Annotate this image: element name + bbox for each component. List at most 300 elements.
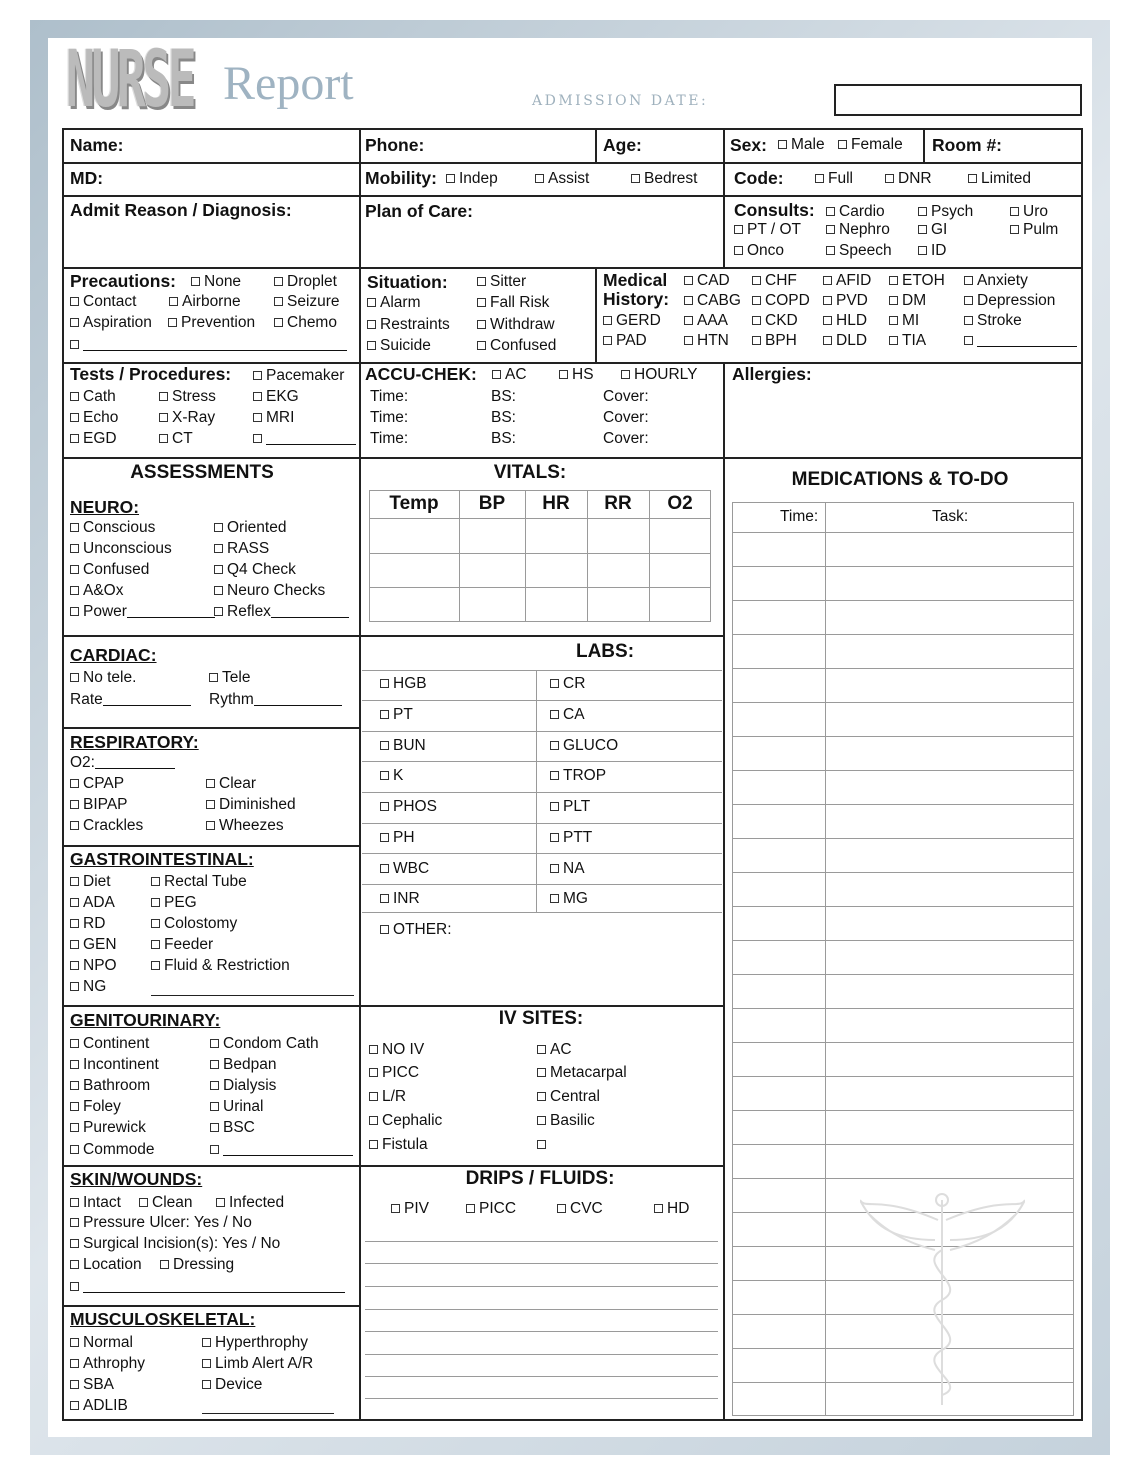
checkbox-icon[interactable] — [70, 877, 79, 886]
checkbox-icon[interactable] — [466, 1204, 475, 1213]
checkbox-depression-option[interactable] — [964, 292, 1055, 310]
checkbox-droplet-option[interactable] — [274, 273, 337, 291]
blank-line[interactable] — [266, 431, 356, 445]
checkbox-id-option[interactable] — [918, 242, 947, 260]
checkbox-icon[interactable] — [369, 1140, 378, 1149]
checkbox-icon[interactable] — [210, 1123, 219, 1132]
checkbox-icon[interactable] — [684, 276, 693, 285]
checkbox-icon[interactable] — [274, 318, 283, 327]
checkbox-icon[interactable] — [446, 174, 455, 183]
checkbox-athrophy-option[interactable] — [70, 1355, 145, 1373]
checkbox-chemo-option[interactable] — [274, 314, 337, 332]
checkbox-stroke-option[interactable] — [964, 312, 1022, 330]
checkbox-bedpan-option[interactable] — [210, 1056, 276, 1074]
checkbox-assist-option[interactable] — [535, 170, 589, 188]
checkbox-nephro-option[interactable] — [826, 221, 890, 239]
checkbox-intact-option[interactable] — [70, 1194, 121, 1212]
checkbox-hd-option[interactable] — [654, 1200, 689, 1218]
checkbox-infected-option[interactable] — [216, 1194, 284, 1212]
checkbox-icon[interactable] — [70, 565, 79, 574]
checkbox-no-tele-option[interactable] — [70, 669, 136, 687]
checkbox-uro-option[interactable] — [1010, 203, 1048, 221]
checkbox-bsc-option[interactable] — [210, 1119, 255, 1137]
checkbox-pressure-ulcer-yes-no-option[interactable] — [70, 1214, 252, 1232]
checkbox-indep-option[interactable] — [446, 170, 498, 188]
checkbox-blank-option[interactable] — [537, 1136, 550, 1154]
checkbox-icon[interactable] — [603, 316, 612, 325]
checkbox-picc-option[interactable] — [466, 1200, 516, 1218]
checkbox-afid-option[interactable] — [823, 272, 871, 290]
checkbox-icon[interactable] — [380, 894, 389, 903]
checkbox-psych-option[interactable] — [918, 203, 973, 221]
checkbox-clear-option[interactable] — [206, 775, 256, 793]
checkbox-ac-option[interactable] — [492, 366, 527, 384]
checkbox-icon[interactable] — [70, 940, 79, 949]
checkbox-bathroom-option[interactable] — [70, 1077, 150, 1095]
blank-line[interactable] — [977, 333, 1077, 347]
checkbox-icon[interactable] — [70, 1198, 79, 1207]
checkbox-icon[interactable] — [823, 276, 832, 285]
checkbox-bph-option[interactable] — [752, 332, 797, 350]
checkbox-confused-option[interactable] — [477, 337, 556, 355]
checkbox-dm-option[interactable] — [889, 292, 926, 310]
checkbox-icon[interactable] — [214, 586, 223, 595]
checkbox-tia-option[interactable] — [889, 332, 926, 350]
checkbox-speech-option[interactable] — [826, 242, 892, 260]
checkbox-icon[interactable] — [70, 1145, 79, 1154]
checkbox-tele-option[interactable] — [209, 669, 250, 687]
checkbox-icon[interactable] — [70, 544, 79, 553]
checkbox-icon[interactable] — [380, 679, 389, 688]
checkbox-rd-option[interactable] — [70, 915, 105, 933]
checkbox-icon[interactable] — [191, 277, 200, 286]
checkbox-icon[interactable] — [918, 207, 927, 216]
checkbox-a-ox-option[interactable] — [70, 582, 123, 600]
checkbox-icon[interactable] — [70, 1060, 79, 1069]
checkbox-icon[interactable] — [537, 1045, 546, 1054]
checkbox-hgb-option[interactable] — [380, 675, 427, 693]
checkbox-oriented-option[interactable] — [214, 519, 286, 537]
checkbox-icon[interactable] — [477, 298, 486, 307]
checkbox-icon[interactable] — [550, 864, 559, 873]
checkbox-picc-option[interactable] — [369, 1064, 419, 1082]
checkbox-unconscious-option[interactable] — [70, 540, 172, 558]
checkbox-icon[interactable] — [253, 413, 262, 422]
checkbox-plt-option[interactable] — [550, 798, 590, 816]
checkbox-icon[interactable] — [537, 1092, 546, 1101]
checkbox-incontinent-option[interactable] — [70, 1056, 159, 1074]
checkbox-icon[interactable] — [380, 864, 389, 873]
checkbox-icon[interactable] — [684, 296, 693, 305]
checkbox-icon[interactable] — [70, 413, 79, 422]
checkbox-cath-option[interactable] — [70, 388, 116, 406]
checkbox-icon[interactable] — [752, 316, 761, 325]
blank-line[interactable] — [271, 604, 349, 618]
checkbox-icon[interactable] — [823, 296, 832, 305]
checkbox-icon[interactable] — [918, 246, 927, 255]
checkbox-htn-option[interactable] — [684, 332, 729, 350]
checkbox-icon[interactable] — [1010, 225, 1019, 234]
checkbox-icon[interactable] — [70, 1039, 79, 1048]
checkbox-icon[interactable] — [550, 741, 559, 750]
checkbox-none-option[interactable] — [191, 273, 241, 291]
checkbox-echo-option[interactable] — [70, 409, 118, 427]
checkbox-neuro-checks-option[interactable] — [214, 582, 325, 600]
checkbox-location-option[interactable] — [70, 1256, 142, 1274]
checkbox-icon[interactable] — [206, 821, 215, 830]
checkbox-icon[interactable] — [684, 316, 693, 325]
checkbox-purewick-option[interactable] — [70, 1119, 146, 1137]
checkbox-dressing-option[interactable] — [160, 1256, 234, 1274]
checkbox-icon[interactable] — [367, 298, 376, 307]
checkbox-icon[interactable] — [214, 544, 223, 553]
checkbox-hld-option[interactable] — [823, 312, 867, 330]
checkbox-icon[interactable] — [206, 779, 215, 788]
checkbox-aaa-option[interactable] — [684, 312, 728, 330]
checkbox-icon[interactable] — [210, 1060, 219, 1069]
checkbox-dld-option[interactable] — [823, 332, 867, 350]
checkbox-icon[interactable] — [559, 370, 568, 379]
checkbox-bedrest-option[interactable] — [631, 170, 697, 188]
checkbox-mri-option[interactable] — [253, 409, 294, 427]
checkbox-icon[interactable] — [734, 246, 743, 255]
checkbox-icon[interactable] — [151, 898, 160, 907]
checkbox-icon[interactable] — [752, 296, 761, 305]
checkbox-icon[interactable] — [70, 318, 79, 327]
checkbox-icon[interactable] — [70, 961, 79, 970]
checkbox-surgical-incision-s-yes-no-option[interactable] — [70, 1235, 280, 1253]
checkbox-fall-risk-option[interactable] — [477, 294, 549, 312]
checkbox-icon[interactable] — [202, 1359, 211, 1368]
checkbox-contact-option[interactable] — [70, 293, 136, 311]
checkbox-reflex-option[interactable] — [214, 603, 349, 621]
checkbox-icon[interactable] — [380, 802, 389, 811]
checkbox-restraints-option[interactable] — [367, 316, 450, 334]
checkbox-pad-option[interactable] — [603, 332, 647, 350]
checkbox-pulm-option[interactable] — [1010, 221, 1058, 239]
checkbox-icon[interactable] — [202, 1380, 211, 1389]
checkbox-peg-option[interactable] — [151, 894, 197, 912]
checkbox-icon[interactable] — [367, 320, 376, 329]
checkbox-icon[interactable] — [210, 1081, 219, 1090]
checkbox-icon[interactable] — [823, 316, 832, 325]
blank-line[interactable] — [83, 1279, 345, 1293]
checkbox-icon[interactable] — [70, 1338, 79, 1347]
checkbox-icon[interactable] — [823, 336, 832, 345]
checkbox-icon[interactable] — [778, 140, 787, 149]
checkbox-icon[interactable] — [70, 898, 79, 907]
checkbox-cad-option[interactable] — [684, 272, 730, 290]
checkbox-icon[interactable] — [918, 225, 927, 234]
checkbox-icon[interactable] — [369, 1116, 378, 1125]
checkbox-icon[interactable] — [684, 336, 693, 345]
checkbox-anxiety-option[interactable] — [964, 272, 1028, 290]
blank-line[interactable] — [95, 755, 175, 769]
checkbox-bipap-option[interactable] — [70, 796, 128, 814]
checkbox-icon[interactable] — [70, 982, 79, 991]
checkbox-trop-option[interactable] — [550, 767, 606, 785]
checkbox-conscious-option[interactable] — [70, 519, 155, 537]
checkbox-hs-option[interactable] — [559, 366, 594, 384]
checkbox-withdraw-option[interactable] — [477, 316, 555, 334]
checkbox-icon[interactable] — [70, 523, 79, 532]
checkbox-ng-option[interactable] — [70, 978, 106, 996]
checkbox-icon[interactable] — [477, 341, 486, 350]
checkbox-prevention-option[interactable] — [168, 314, 255, 332]
checkbox-power-option[interactable] — [70, 603, 215, 621]
checkbox-icon[interactable] — [70, 1081, 79, 1090]
checkbox-icon[interactable] — [964, 296, 973, 305]
checkbox-condom-cath-option[interactable] — [210, 1035, 319, 1053]
checkbox-icon[interactable] — [202, 1338, 211, 1347]
checkbox-device-option[interactable] — [202, 1376, 262, 1394]
checkbox-pt-option[interactable] — [380, 706, 413, 724]
checkbox-q4-check-option[interactable] — [214, 561, 296, 579]
checkbox-icon[interactable] — [70, 919, 79, 928]
checkbox-blank-option[interactable] — [253, 430, 356, 448]
checkbox-cabg-option[interactable] — [684, 292, 741, 310]
checkbox-icon[interactable] — [889, 316, 898, 325]
checkbox-diminished-option[interactable] — [206, 796, 296, 814]
checkbox-blank-option[interactable] — [70, 336, 347, 354]
checkbox-confused-option[interactable] — [70, 561, 149, 579]
checkbox-icon[interactable] — [159, 392, 168, 401]
checkbox-hourly-option[interactable] — [621, 366, 697, 384]
checkbox-icon[interactable] — [537, 1116, 546, 1125]
checkbox-icon[interactable] — [550, 894, 559, 903]
checkbox-gi-option[interactable] — [918, 221, 947, 239]
checkbox-x-ray-option[interactable] — [159, 409, 215, 427]
checkbox-icon[interactable] — [168, 318, 177, 327]
checkbox-urinal-option[interactable] — [210, 1098, 263, 1116]
checkbox-icon[interactable] — [209, 673, 218, 682]
checkbox-icon[interactable] — [369, 1068, 378, 1077]
checkbox-icon[interactable] — [253, 434, 262, 443]
checkbox-blank-option[interactable] — [70, 1278, 345, 1296]
checkbox-piv-option[interactable] — [391, 1200, 429, 1218]
checkbox-no-iv-option[interactable] — [369, 1041, 424, 1059]
checkbox-central-option[interactable] — [537, 1088, 600, 1106]
checkbox-icon[interactable] — [889, 276, 898, 285]
checkbox-icon[interactable] — [70, 673, 79, 682]
checkbox-ph-option[interactable] — [380, 829, 415, 847]
checkbox-icon[interactable] — [169, 297, 178, 306]
checkbox-icon[interactable] — [380, 833, 389, 842]
checkbox-icon[interactable] — [621, 370, 630, 379]
checkbox-icon[interactable] — [550, 710, 559, 719]
checkbox-icon[interactable] — [369, 1092, 378, 1101]
checkbox-icon[interactable] — [964, 276, 973, 285]
checkbox-icon[interactable] — [70, 821, 79, 830]
checkbox-continent-option[interactable] — [70, 1035, 149, 1053]
checkbox-sba-option[interactable] — [70, 1376, 114, 1394]
checkbox-icon[interactable] — [70, 1218, 79, 1227]
checkbox-icon[interactable] — [70, 1123, 79, 1132]
checkbox-seizure-option[interactable] — [274, 293, 340, 311]
checkbox-icon[interactable] — [889, 336, 898, 345]
checkbox-icon[interactable] — [550, 802, 559, 811]
checkbox-icon[interactable] — [151, 919, 160, 928]
checkbox-icon[interactable] — [253, 392, 262, 401]
checkbox-feeder-option[interactable] — [151, 936, 213, 954]
checkbox-hyperthrophy-option[interactable] — [202, 1334, 308, 1352]
checkbox-male-option[interactable] — [778, 136, 825, 154]
checkbox-icon[interactable] — [826, 207, 835, 216]
checkbox-icon[interactable] — [380, 771, 389, 780]
checkbox-blank-option[interactable] — [210, 1141, 353, 1159]
checkbox-pacemaker-option[interactable] — [253, 367, 344, 385]
checkbox-icon[interactable] — [964, 316, 973, 325]
checkbox-rass-option[interactable] — [214, 540, 269, 558]
checkbox-l-r-option[interactable] — [369, 1088, 406, 1106]
checkbox-icon[interactable] — [139, 1198, 148, 1207]
checkbox-icon[interactable] — [380, 925, 389, 934]
checkbox-icon[interactable] — [752, 276, 761, 285]
checkbox-icon[interactable] — [253, 371, 262, 380]
checkbox-icon[interactable] — [214, 565, 223, 574]
checkbox-alarm-option[interactable] — [367, 294, 420, 312]
checkbox-icon[interactable] — [885, 174, 894, 183]
checkbox-airborne-option[interactable] — [169, 293, 241, 311]
checkbox-icon[interactable] — [826, 225, 835, 234]
checkbox-fistula-option[interactable] — [369, 1136, 428, 1154]
checkbox-onco-option[interactable] — [734, 242, 784, 260]
checkbox-icon[interactable] — [380, 741, 389, 750]
checkbox-icon[interactable] — [826, 246, 835, 255]
checkbox-metacarpal-option[interactable] — [537, 1064, 627, 1082]
checkbox-cr-option[interactable] — [550, 675, 585, 693]
checkbox-female-option[interactable] — [838, 136, 903, 154]
checkbox-blank-option[interactable] — [964, 332, 1077, 350]
checkbox-icon[interactable] — [159, 434, 168, 443]
checkbox-bun-option[interactable] — [380, 737, 426, 755]
checkbox-normal-option[interactable] — [70, 1334, 133, 1352]
checkbox-ada-option[interactable] — [70, 894, 115, 912]
checkbox-icon[interactable] — [964, 336, 973, 345]
blank-line[interactable] — [223, 1142, 353, 1156]
checkbox-na-option[interactable] — [550, 860, 585, 878]
checkbox-ct-option[interactable] — [159, 430, 193, 448]
checkbox-icon[interactable] — [151, 940, 160, 949]
checkbox-copd-option[interactable] — [752, 292, 810, 310]
checkbox-colostomy-option[interactable] — [151, 915, 237, 933]
checkbox-icon[interactable] — [70, 607, 79, 616]
checkbox-icon[interactable] — [70, 434, 79, 443]
checkbox-icon[interactable] — [70, 1380, 79, 1389]
checkbox-icon[interactable] — [70, 1239, 79, 1248]
checkbox-full-option[interactable] — [815, 170, 853, 188]
checkbox-icon[interactable] — [274, 277, 283, 286]
checkbox-ekg-option[interactable] — [253, 388, 299, 406]
checkbox-diet-option[interactable] — [70, 873, 111, 891]
checkbox-wbc-option[interactable] — [380, 860, 429, 878]
checkbox-fluid-restriction-option[interactable] — [151, 957, 290, 975]
checkbox-icon[interactable] — [654, 1204, 663, 1213]
checkbox-icon[interactable] — [550, 771, 559, 780]
checkbox-icon[interactable] — [70, 392, 79, 401]
checkbox-icon[interactable] — [159, 413, 168, 422]
checkbox-icon[interactable] — [752, 336, 761, 345]
checkbox-clean-option[interactable] — [139, 1194, 193, 1212]
checkbox-icon[interactable] — [70, 340, 79, 349]
checkbox-icon[interactable] — [631, 174, 640, 183]
checkbox-ca-option[interactable] — [550, 706, 585, 724]
checkbox-commode-option[interactable] — [70, 1141, 155, 1159]
checkbox-mi-option[interactable] — [889, 312, 919, 330]
admission-date-field[interactable] — [834, 84, 1082, 116]
checkbox-icon[interactable] — [968, 174, 977, 183]
checkbox-icon[interactable] — [557, 1204, 566, 1213]
checkbox-icon[interactable] — [151, 877, 160, 886]
checkbox-icon[interactable] — [210, 1145, 219, 1154]
checkbox-pvd-option[interactable] — [823, 292, 868, 310]
checkbox-gluco-option[interactable] — [550, 737, 618, 755]
checkbox-icon[interactable] — [70, 779, 79, 788]
checkbox-icon[interactable] — [70, 1102, 79, 1111]
checkbox-icon[interactable] — [151, 961, 160, 970]
checkbox-icon[interactable] — [477, 277, 486, 286]
blank-line[interactable] — [254, 692, 342, 706]
checkbox-crackles-option[interactable] — [70, 817, 143, 835]
checkbox-icon[interactable] — [537, 1068, 546, 1077]
checkbox-icon[interactable] — [492, 370, 501, 379]
checkbox-icon[interactable] — [367, 341, 376, 350]
checkbox-icon[interactable] — [274, 297, 283, 306]
checkbox-icon[interactable] — [380, 710, 389, 719]
checkbox-icon[interactable] — [214, 607, 223, 616]
checkbox-icon[interactable] — [535, 174, 544, 183]
checkbox-stress-option[interactable] — [159, 388, 216, 406]
checkbox-phos-option[interactable] — [380, 798, 437, 816]
checkbox-icon[interactable] — [160, 1260, 169, 1269]
checkbox-icon[interactable] — [391, 1204, 400, 1213]
checkbox-etoh-option[interactable] — [889, 272, 945, 290]
checkbox-icon[interactable] — [550, 833, 559, 842]
checkbox-pt-ot-option[interactable] — [734, 221, 801, 239]
checkbox-icon[interactable] — [550, 679, 559, 688]
checkbox-icon[interactable] — [537, 1140, 546, 1149]
checkbox-icon[interactable] — [1010, 207, 1019, 216]
checkbox-icon[interactable] — [70, 1282, 79, 1291]
checkbox-icon[interactable] — [838, 140, 847, 149]
checkbox-adlib-option[interactable] — [70, 1397, 128, 1415]
checkbox-icon[interactable] — [603, 336, 612, 345]
checkbox-gen-option[interactable] — [70, 936, 117, 954]
checkbox-basilic-option[interactable] — [537, 1112, 595, 1130]
checkbox-icon[interactable] — [214, 523, 223, 532]
checkbox-icon[interactable] — [210, 1102, 219, 1111]
checkbox-ckd-option[interactable] — [752, 312, 798, 330]
checkbox-wheezes-option[interactable] — [206, 817, 284, 835]
checkbox-limited-option[interactable] — [968, 170, 1031, 188]
checkbox-icon[interactable] — [70, 297, 79, 306]
checkbox-icon[interactable] — [206, 800, 215, 809]
blank-line[interactable] — [83, 337, 347, 351]
checkbox-ac-option[interactable] — [537, 1041, 572, 1059]
checkbox-sitter-option[interactable] — [477, 273, 526, 291]
checkbox-k-option[interactable] — [380, 767, 403, 785]
checkbox-icon[interactable] — [477, 320, 486, 329]
checkbox-chf-option[interactable] — [752, 272, 797, 290]
blank-line[interactable] — [127, 604, 215, 618]
checkbox-dialysis-option[interactable] — [210, 1077, 276, 1095]
checkbox-icon[interactable] — [70, 1359, 79, 1368]
checkbox-npo-option[interactable] — [70, 957, 117, 975]
checkbox-icon[interactable] — [889, 296, 898, 305]
checkbox-dnr-option[interactable] — [885, 170, 932, 188]
checkbox-gerd-option[interactable] — [603, 312, 661, 330]
checkbox-aspiration-option[interactable] — [70, 314, 152, 332]
